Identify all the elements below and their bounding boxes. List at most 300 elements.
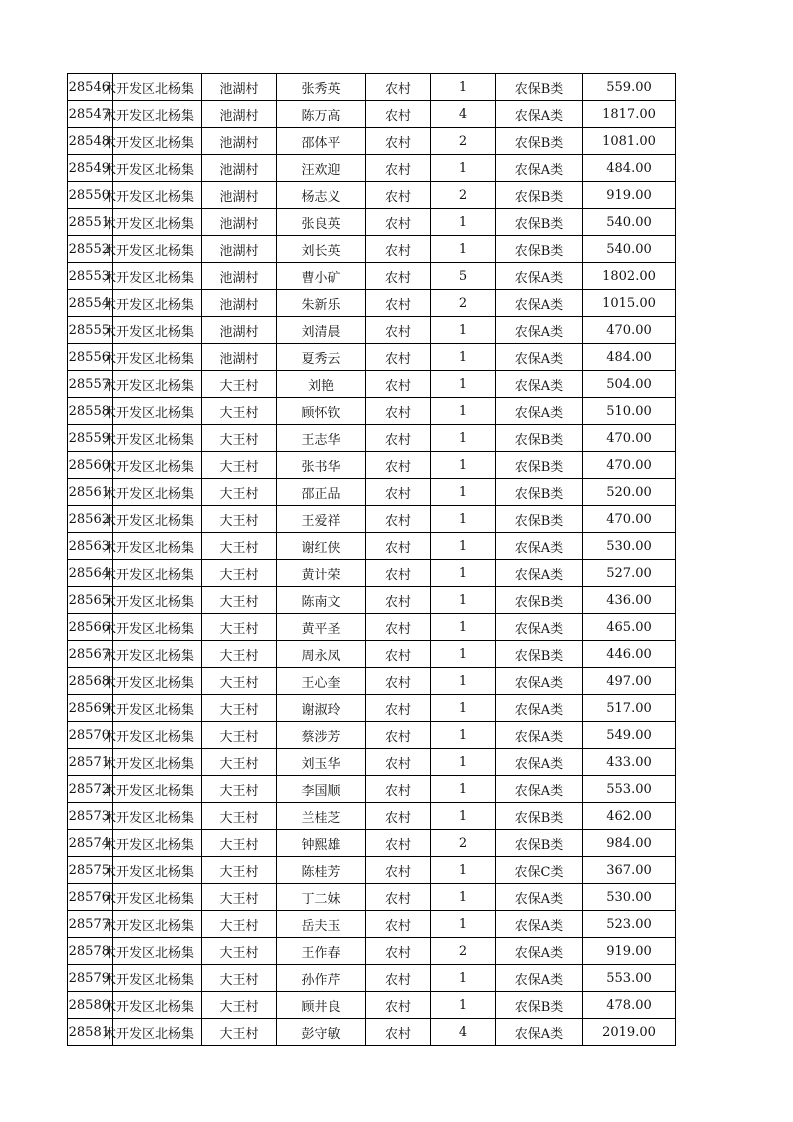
cell-amount: 436.00: [583, 587, 676, 614]
table-row: [68, 452, 676, 479]
cell-village: 大王村: [202, 830, 277, 857]
cell-insurance-category: 农保B类: [496, 803, 583, 830]
cell-insurance-category: 农保A类: [496, 344, 583, 371]
cell-insurance-category: 农保A类: [496, 776, 583, 803]
cell-household-size: 1: [431, 884, 496, 911]
table-row: [68, 965, 676, 992]
cell-name: 周永凤: [277, 641, 366, 668]
cell-name: 谢红侠: [277, 533, 366, 560]
table-row: [68, 182, 676, 209]
cell-name: 王志华: [277, 425, 366, 452]
cell-village: 大王村: [202, 776, 277, 803]
cell-household-type: 农村: [366, 560, 431, 587]
table-row: [68, 587, 676, 614]
cell-name: 刘艳: [277, 371, 366, 398]
cell-record-number: 28551: [68, 209, 113, 236]
cell-amount: 520.00: [583, 479, 676, 506]
cell-district: 术开发区北杨集: [113, 911, 202, 938]
cell-household-size: 4: [431, 1019, 496, 1046]
cell-record-number: 28568: [68, 668, 113, 695]
cell-district: 术开发区北杨集: [113, 965, 202, 992]
cell-record-number: 28571: [68, 749, 113, 776]
cell-amount: 2019.00: [583, 1019, 676, 1046]
cell-record-number: 28557: [68, 371, 113, 398]
cell-household-size: 5: [431, 263, 496, 290]
cell-household-type: 农村: [366, 803, 431, 830]
cell-village: 大王村: [202, 425, 277, 452]
cell-amount: 984.00: [583, 830, 676, 857]
cell-household-size: 1: [431, 803, 496, 830]
cell-amount: 462.00: [583, 803, 676, 830]
cell-record-number: 28579: [68, 965, 113, 992]
cell-record-number: 28566: [68, 614, 113, 641]
cell-village: 大王村: [202, 560, 277, 587]
cell-record-number: 28553: [68, 263, 113, 290]
cell-insurance-category: 农保B类: [496, 74, 583, 101]
table-row: [68, 938, 676, 965]
cell-insurance-category: 农保B类: [496, 236, 583, 263]
cell-village: 池湖村: [202, 182, 277, 209]
cell-village: 大王村: [202, 371, 277, 398]
cell-name: 岳夫玉: [277, 911, 366, 938]
table-row: [68, 668, 676, 695]
cell-name: 张书华: [277, 452, 366, 479]
cell-household-size: 1: [431, 668, 496, 695]
cell-insurance-category: 农保A类: [496, 317, 583, 344]
cell-household-type: 农村: [366, 398, 431, 425]
table-row: [68, 263, 676, 290]
cell-amount: 1015.00: [583, 290, 676, 317]
cell-household-type: 农村: [366, 128, 431, 155]
cell-village: 大王村: [202, 506, 277, 533]
table-row: [68, 479, 676, 506]
cell-household-type: 农村: [366, 101, 431, 128]
cell-name: 邵正品: [277, 479, 366, 506]
cell-amount: 367.00: [583, 857, 676, 884]
cell-name: 王作春: [277, 938, 366, 965]
cell-insurance-category: 农保C类: [496, 857, 583, 884]
cell-household-type: 农村: [366, 857, 431, 884]
cell-district: 术开发区北杨集: [113, 371, 202, 398]
table-row: [68, 911, 676, 938]
cell-district: 术开发区北杨集: [113, 128, 202, 155]
cell-name: 彭守敏: [277, 1019, 366, 1046]
cell-district: 术开发区北杨集: [113, 263, 202, 290]
cell-village: 大王村: [202, 965, 277, 992]
cell-household-size: 4: [431, 101, 496, 128]
table-row: [68, 74, 676, 101]
cell-insurance-category: 农保A类: [496, 911, 583, 938]
cell-insurance-category: 农保B类: [496, 506, 583, 533]
cell-record-number: 28558: [68, 398, 113, 425]
cell-name: 张秀英: [277, 74, 366, 101]
cell-amount: 465.00: [583, 614, 676, 641]
cell-village: 大王村: [202, 587, 277, 614]
cell-household-type: 农村: [366, 317, 431, 344]
cell-district: 术开发区北杨集: [113, 668, 202, 695]
cell-insurance-category: 农保A类: [496, 938, 583, 965]
cell-village: 大王村: [202, 641, 277, 668]
cell-village: 大王村: [202, 803, 277, 830]
cell-record-number: 28560: [68, 452, 113, 479]
cell-name: 丁二妹: [277, 884, 366, 911]
cell-household-size: 2: [431, 830, 496, 857]
cell-record-number: 28546: [68, 74, 113, 101]
cell-district: 术开发区北杨集: [113, 560, 202, 587]
table-row: [68, 209, 676, 236]
cell-record-number: 28552: [68, 236, 113, 263]
cell-name: 张良英: [277, 209, 366, 236]
cell-record-number: 28572: [68, 776, 113, 803]
cell-insurance-category: 农保A类: [496, 155, 583, 182]
cell-district: 术开发区北杨集: [113, 641, 202, 668]
cell-insurance-category: 农保B类: [496, 830, 583, 857]
cell-insurance-category: 农保A类: [496, 614, 583, 641]
cell-amount: 559.00: [583, 74, 676, 101]
table-row: [68, 371, 676, 398]
cell-village: 大王村: [202, 479, 277, 506]
table-row: [68, 506, 676, 533]
cell-household-size: 2: [431, 182, 496, 209]
cell-insurance-category: 农保A类: [496, 722, 583, 749]
cell-village: 大王村: [202, 695, 277, 722]
cell-insurance-category: 农保B类: [496, 128, 583, 155]
cell-household-type: 农村: [366, 74, 431, 101]
cell-household-type: 农村: [366, 371, 431, 398]
table-row: [68, 101, 676, 128]
cell-household-size: 1: [431, 776, 496, 803]
cell-household-size: 1: [431, 614, 496, 641]
cell-amount: 549.00: [583, 722, 676, 749]
cell-household-size: 2: [431, 938, 496, 965]
cell-district: 术开发区北杨集: [113, 101, 202, 128]
cell-insurance-category: 农保A类: [496, 965, 583, 992]
cell-village: 大王村: [202, 857, 277, 884]
cell-name: 刘长英: [277, 236, 366, 263]
cell-household-type: 农村: [366, 479, 431, 506]
cell-amount: 527.00: [583, 560, 676, 587]
cell-household-type: 农村: [366, 776, 431, 803]
roster-table-body: [68, 74, 676, 1046]
cell-household-type: 农村: [366, 695, 431, 722]
cell-household-type: 农村: [366, 263, 431, 290]
table-row: [68, 425, 676, 452]
cell-amount: 523.00: [583, 911, 676, 938]
cell-household-type: 农村: [366, 830, 431, 857]
cell-name: 顾井良: [277, 992, 366, 1019]
cell-insurance-category: 农保A类: [496, 668, 583, 695]
roster-table: [67, 73, 676, 1046]
cell-village: 池湖村: [202, 317, 277, 344]
cell-record-number: 28564: [68, 560, 113, 587]
table-row: [68, 830, 676, 857]
cell-name: 刘玉华: [277, 749, 366, 776]
cell-district: 术开发区北杨集: [113, 479, 202, 506]
cell-district: 术开发区北杨集: [113, 722, 202, 749]
cell-insurance-category: 农保A类: [496, 398, 583, 425]
cell-household-type: 农村: [366, 641, 431, 668]
cell-village: 池湖村: [202, 128, 277, 155]
table-row: [68, 560, 676, 587]
cell-record-number: 28578: [68, 938, 113, 965]
cell-district: 术开发区北杨集: [113, 749, 202, 776]
cell-village: 大王村: [202, 992, 277, 1019]
table-row: [68, 695, 676, 722]
cell-district: 术开发区北杨集: [113, 236, 202, 263]
cell-insurance-category: 农保B类: [496, 209, 583, 236]
cell-district: 术开发区北杨集: [113, 1019, 202, 1046]
cell-household-size: 1: [431, 749, 496, 776]
cell-district: 术开发区北杨集: [113, 587, 202, 614]
table-row: [68, 641, 676, 668]
cell-district: 术开发区北杨集: [113, 182, 202, 209]
cell-household-size: 1: [431, 344, 496, 371]
cell-amount: 553.00: [583, 965, 676, 992]
cell-household-size: 1: [431, 722, 496, 749]
table-row: [68, 317, 676, 344]
cell-name: 朱新乐: [277, 290, 366, 317]
cell-district: 术开发区北杨集: [113, 776, 202, 803]
cell-household-type: 农村: [366, 452, 431, 479]
cell-name: 蔡涉芳: [277, 722, 366, 749]
cell-household-size: 1: [431, 452, 496, 479]
cell-name: 李国顺: [277, 776, 366, 803]
cell-village: 池湖村: [202, 236, 277, 263]
cell-record-number: 28549: [68, 155, 113, 182]
cell-insurance-category: 农保A类: [496, 101, 583, 128]
cell-name: 陈万高: [277, 101, 366, 128]
cell-insurance-category: 农保B类: [496, 587, 583, 614]
cell-record-number: 28554: [68, 290, 113, 317]
cell-record-number: 28580: [68, 992, 113, 1019]
cell-village: 大王村: [202, 1019, 277, 1046]
cell-district: 术开发区北杨集: [113, 830, 202, 857]
cell-district: 术开发区北杨集: [113, 155, 202, 182]
cell-household-size: 1: [431, 479, 496, 506]
cell-village: 池湖村: [202, 263, 277, 290]
cell-insurance-category: 农保A类: [496, 695, 583, 722]
cell-district: 术开发区北杨集: [113, 857, 202, 884]
cell-district: 术开发区北杨集: [113, 992, 202, 1019]
cell-district: 术开发区北杨集: [113, 506, 202, 533]
cell-household-size: 1: [431, 587, 496, 614]
cell-household-type: 农村: [366, 722, 431, 749]
cell-village: 池湖村: [202, 101, 277, 128]
cell-household-size: 1: [431, 236, 496, 263]
cell-name: 刘清晨: [277, 317, 366, 344]
cell-household-type: 农村: [366, 614, 431, 641]
cell-village: 大王村: [202, 884, 277, 911]
cell-household-type: 农村: [366, 884, 431, 911]
table-row: [68, 1019, 676, 1046]
cell-household-size: 1: [431, 560, 496, 587]
table-row: [68, 128, 676, 155]
table-row: [68, 776, 676, 803]
cell-district: 术开发区北杨集: [113, 533, 202, 560]
cell-amount: 510.00: [583, 398, 676, 425]
cell-household-type: 农村: [366, 182, 431, 209]
cell-record-number: 28561: [68, 479, 113, 506]
cell-record-number: 28570: [68, 722, 113, 749]
cell-village: 大王村: [202, 722, 277, 749]
cell-household-type: 农村: [366, 506, 431, 533]
cell-district: 术开发区北杨集: [113, 938, 202, 965]
cell-household-type: 农村: [366, 344, 431, 371]
cell-record-number: 28575: [68, 857, 113, 884]
cell-household-type: 农村: [366, 1019, 431, 1046]
cell-name: 夏秀云: [277, 344, 366, 371]
table-row: [68, 884, 676, 911]
cell-insurance-category: 农保A类: [496, 263, 583, 290]
cell-household-size: 1: [431, 209, 496, 236]
cell-record-number: 28547: [68, 101, 113, 128]
cell-district: 术开发区北杨集: [113, 452, 202, 479]
cell-insurance-category: 农保B类: [496, 992, 583, 1019]
cell-household-size: 1: [431, 74, 496, 101]
cell-amount: 553.00: [583, 776, 676, 803]
cell-record-number: 28581: [68, 1019, 113, 1046]
cell-village: 池湖村: [202, 74, 277, 101]
cell-name: 王心奎: [277, 668, 366, 695]
cell-household-type: 农村: [366, 155, 431, 182]
cell-name: 杨志义: [277, 182, 366, 209]
table-row: [68, 344, 676, 371]
cell-household-type: 农村: [366, 425, 431, 452]
cell-amount: 470.00: [583, 317, 676, 344]
cell-household-size: 1: [431, 398, 496, 425]
cell-village: 大王村: [202, 668, 277, 695]
cell-household-size: 1: [431, 641, 496, 668]
cell-record-number: 28559: [68, 425, 113, 452]
cell-insurance-category: 农保B类: [496, 452, 583, 479]
cell-household-size: 2: [431, 128, 496, 155]
cell-record-number: 28569: [68, 695, 113, 722]
table-row: [68, 398, 676, 425]
cell-name: 王爱祥: [277, 506, 366, 533]
cell-record-number: 28550: [68, 182, 113, 209]
cell-household-size: 1: [431, 695, 496, 722]
cell-village: 池湖村: [202, 155, 277, 182]
cell-name: 孙作芹: [277, 965, 366, 992]
cell-district: 术开发区北杨集: [113, 425, 202, 452]
cell-household-type: 农村: [366, 236, 431, 263]
cell-household-type: 农村: [366, 209, 431, 236]
cell-record-number: 28563: [68, 533, 113, 560]
cell-record-number: 28576: [68, 884, 113, 911]
cell-district: 术开发区北杨集: [113, 290, 202, 317]
cell-household-type: 农村: [366, 965, 431, 992]
cell-village: 大王村: [202, 533, 277, 560]
cell-amount: 470.00: [583, 425, 676, 452]
cell-household-size: 1: [431, 533, 496, 560]
cell-household-type: 农村: [366, 587, 431, 614]
cell-insurance-category: 农保A类: [496, 533, 583, 560]
cell-name: 谢淑玲: [277, 695, 366, 722]
cell-amount: 1081.00: [583, 128, 676, 155]
cell-amount: 484.00: [583, 155, 676, 182]
cell-record-number: 28548: [68, 128, 113, 155]
cell-name: 兰桂芝: [277, 803, 366, 830]
cell-village: 大王村: [202, 614, 277, 641]
table-row: [68, 533, 676, 560]
cell-name: 汪欢迎: [277, 155, 366, 182]
cell-district: 术开发区北杨集: [113, 317, 202, 344]
cell-amount: 446.00: [583, 641, 676, 668]
cell-insurance-category: 农保B类: [496, 182, 583, 209]
cell-district: 术开发区北杨集: [113, 209, 202, 236]
cell-household-type: 农村: [366, 938, 431, 965]
cell-amount: 919.00: [583, 182, 676, 209]
cell-amount: 470.00: [583, 452, 676, 479]
cell-household-size: 1: [431, 317, 496, 344]
table-row: [68, 992, 676, 1019]
cell-amount: 504.00: [583, 371, 676, 398]
cell-record-number: 28573: [68, 803, 113, 830]
cell-household-type: 农村: [366, 749, 431, 776]
cell-village: 大王村: [202, 452, 277, 479]
cell-record-number: 28577: [68, 911, 113, 938]
cell-name: 邵体平: [277, 128, 366, 155]
table-row: [68, 857, 676, 884]
cell-record-number: 28556: [68, 344, 113, 371]
cell-record-number: 28565: [68, 587, 113, 614]
cell-record-number: 28574: [68, 830, 113, 857]
cell-amount: 517.00: [583, 695, 676, 722]
cell-village: 大王村: [202, 749, 277, 776]
cell-district: 术开发区北杨集: [113, 803, 202, 830]
cell-district: 术开发区北杨集: [113, 614, 202, 641]
cell-insurance-category: 农保A类: [496, 371, 583, 398]
cell-name: 顾怀钦: [277, 398, 366, 425]
cell-household-size: 1: [431, 911, 496, 938]
cell-insurance-category: 农保B类: [496, 479, 583, 506]
cell-household-type: 农村: [366, 290, 431, 317]
cell-insurance-category: 农保B类: [496, 641, 583, 668]
table-row: [68, 290, 676, 317]
cell-amount: 540.00: [583, 236, 676, 263]
cell-household-size: 1: [431, 857, 496, 884]
cell-household-size: 2: [431, 290, 496, 317]
cell-amount: 919.00: [583, 938, 676, 965]
cell-record-number: 28562: [68, 506, 113, 533]
cell-household-type: 农村: [366, 533, 431, 560]
table-row: [68, 155, 676, 182]
cell-name: 黄计荣: [277, 560, 366, 587]
cell-district: 术开发区北杨集: [113, 695, 202, 722]
cell-amount: 433.00: [583, 749, 676, 776]
cell-village: 大王村: [202, 398, 277, 425]
cell-amount: 530.00: [583, 533, 676, 560]
cell-amount: 540.00: [583, 209, 676, 236]
cell-insurance-category: 农保A类: [496, 884, 583, 911]
cell-name: 黄平圣: [277, 614, 366, 641]
cell-amount: 497.00: [583, 668, 676, 695]
cell-insurance-category: 农保A类: [496, 290, 583, 317]
cell-name: 钟熙雄: [277, 830, 366, 857]
cell-household-type: 农村: [366, 668, 431, 695]
cell-district: 术开发区北杨集: [113, 344, 202, 371]
cell-amount: 1802.00: [583, 263, 676, 290]
cell-record-number: 28555: [68, 317, 113, 344]
cell-village: 池湖村: [202, 344, 277, 371]
cell-household-size: 1: [431, 155, 496, 182]
cell-district: 术开发区北杨集: [113, 398, 202, 425]
cell-household-size: 1: [431, 992, 496, 1019]
cell-household-size: 1: [431, 506, 496, 533]
cell-household-type: 农村: [366, 992, 431, 1019]
cell-insurance-category: 农保B类: [496, 425, 583, 452]
cell-name: 陈南文: [277, 587, 366, 614]
